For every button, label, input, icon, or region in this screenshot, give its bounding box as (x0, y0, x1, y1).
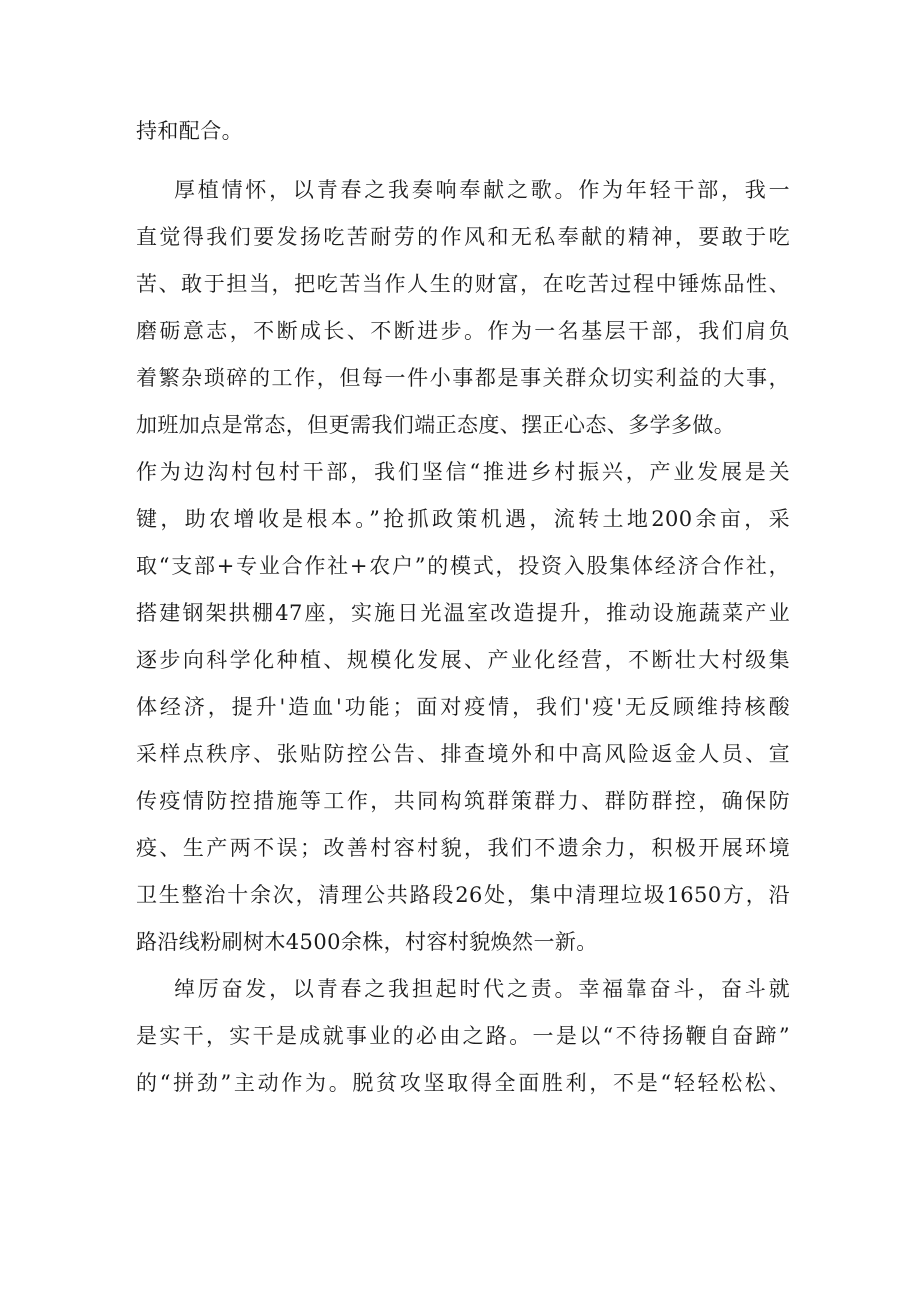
paragraph-continuation (136, 108, 790, 155)
text-line: 磨砺意志，不断成长、不断进步。作为一名基层干部，我们肩负 (136, 319, 790, 343)
text-line: 疫、生产两不误；改善村容村貌，我们不遗余力，积极开展环境 (136, 836, 790, 860)
paragraph-dedication (136, 167, 790, 966)
paragraph-responsibility (136, 966, 790, 1107)
text-line: 绰厉奋发，以青春之我担起时代之责。幸福靠奋斗，奋斗就 (174, 977, 790, 1001)
text-line: 直觉得我们要发扬吃苦耐劳的作风和无私奉献的精神，要敢于吃 (136, 225, 790, 249)
text-line: 苦、敢于担当，把吃苦当作人生的财富，在吃苦过程中锤炼品性、 (136, 272, 790, 296)
text-line: 传疫情防控措施等工作，共同构筑群策群力、群防群控，确保防 (136, 789, 790, 813)
document-page (136, 108, 790, 1107)
text-line: 持和配合。 (136, 119, 243, 143)
text-line: 路沿线粉刷树木4500余株，村容村貌焕然一新。 (136, 930, 598, 954)
text-line: 是实干，实干是成就事业的必由之路。一是以“不待扬鞭自奋蹄” (136, 1024, 790, 1048)
text-line: 搭建钢架拱棚47座，实施日光温室改造提升，推动设施蔬菜产业 (136, 601, 790, 625)
text-line: 加班加点是常态，但更需我们端正态度、摆正心态、多学多做。 (136, 413, 736, 437)
text-line: 卫生整治十余次，清理公共路段26处，集中清理垃圾1650方，沿 (136, 883, 790, 907)
text-line: 取“支部+专业合作社+农户”的模式，投资入股集体经济合作社， (136, 554, 790, 578)
text-line: 体经济，提升'造血'功能；面对疫情，我们'疫'无反顾维持核酸 (136, 695, 790, 719)
text-line: 作为边沟村包村干部，我们坚信“推进乡村振兴，产业发展是关 (136, 460, 790, 484)
text-line: 采样点秩序、张贴防控公告、排查境外和中高风险返金人员、宣 (136, 742, 790, 766)
text-line: 厚植情怀，以青春之我奏响奉献之歌。作为年轻干部，我一 (174, 178, 790, 202)
text-line: 的“拼劲”主动作为。脱贫攻坚取得全面胜利，不是“轻轻松松、 (136, 1071, 790, 1095)
text-line: 键，助农增收是根本。”抢抓政策机遇，流转土地200余亩，采 (136, 507, 790, 531)
text-line: 逐步向科学化种植、规模化发展、产业化经营，不断壮大村级集 (136, 648, 790, 672)
text-line: 着繁杂琐碎的工作，但每一件小事都是事关群众切实利益的大事， (136, 366, 790, 390)
